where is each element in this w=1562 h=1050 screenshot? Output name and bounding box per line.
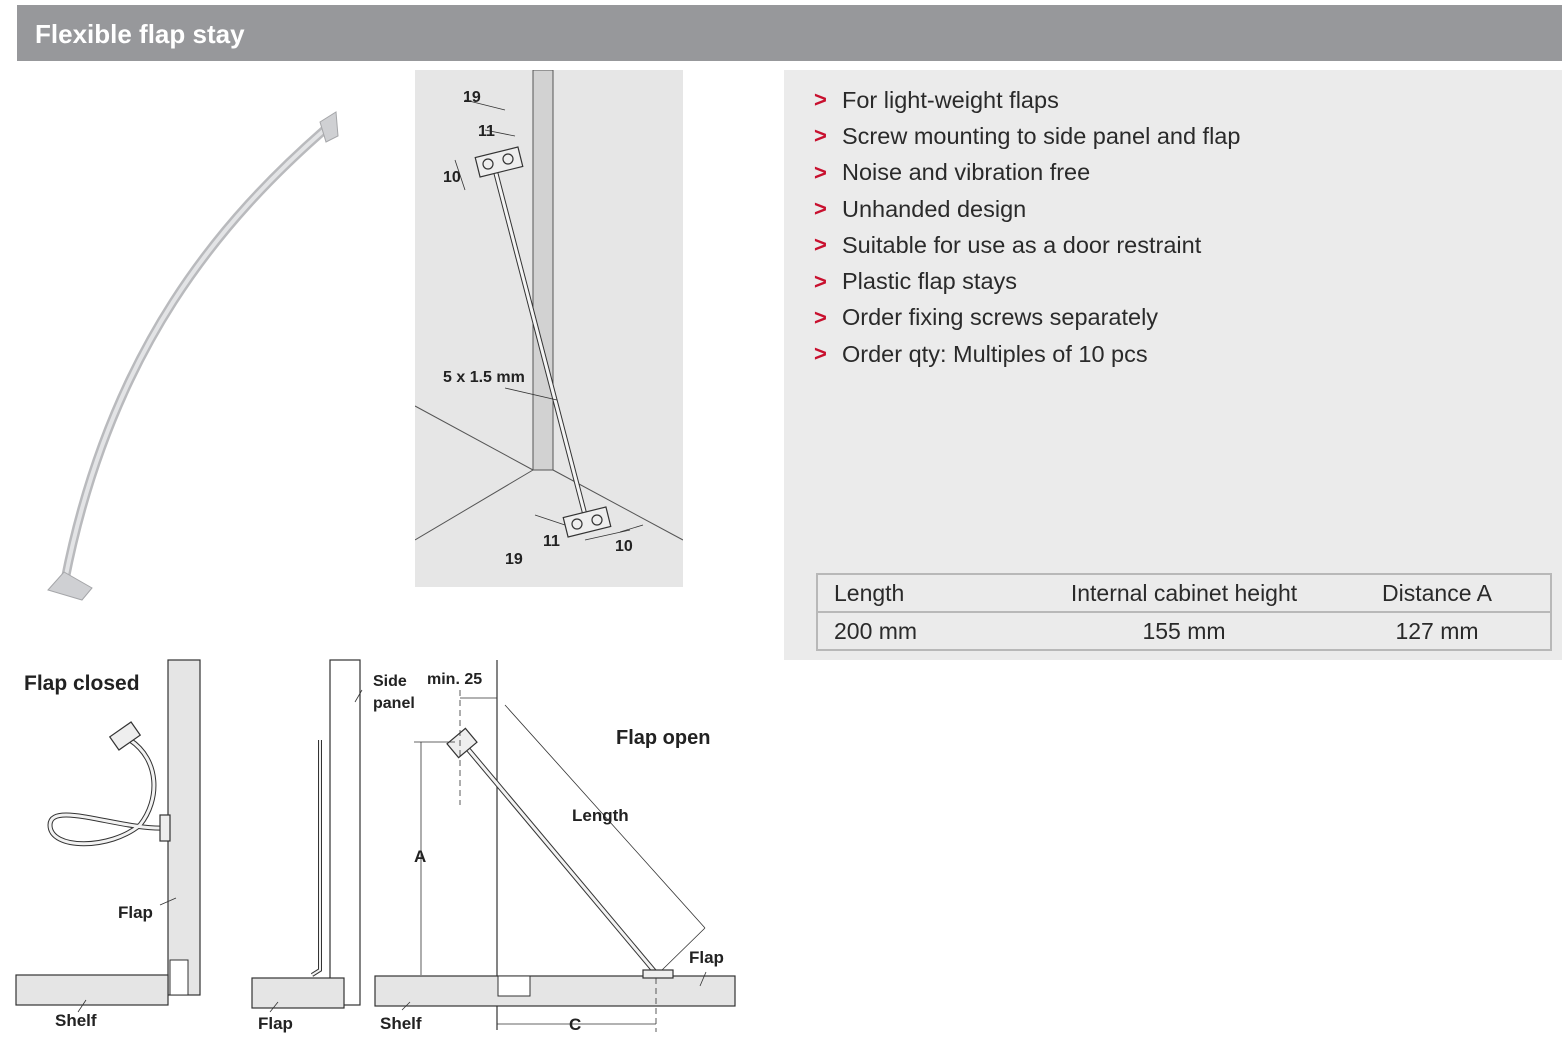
- feature-item: > Order fixing screws separately: [814, 304, 1159, 331]
- label-shelf-right: Shelf: [380, 1014, 422, 1033]
- label-flap-left: Flap: [118, 903, 153, 922]
- chevron-right-icon: >: [814, 159, 827, 185]
- feature-item: > For light-weight flaps: [814, 86, 1059, 113]
- col-header-cabinet-height: Internal cabinet height: [1024, 574, 1344, 612]
- info-panel: [784, 70, 1562, 660]
- dimension-drawing: [415, 70, 683, 587]
- label-flap-mid: Flap: [258, 1014, 293, 1033]
- chevron-right-icon: >: [814, 341, 827, 367]
- chevron-right-icon: >: [814, 196, 827, 222]
- feature-item: > Unhanded design: [814, 195, 1027, 222]
- label-flap-closed: Flap closed: [24, 672, 140, 695]
- dim-bottom-19: 19: [505, 551, 523, 568]
- label-dim-a: A: [414, 847, 427, 866]
- product-image: [30, 100, 390, 720]
- feature-item: > Plastic flap stays: [814, 268, 1018, 295]
- dim-bottom-10: 10: [615, 538, 633, 555]
- cell-cabinet-height: 155 mm: [1142, 617, 1226, 644]
- dim-top-10: 10: [443, 169, 461, 186]
- label-side: Side: [373, 673, 407, 690]
- feature-item: > Order qty: Multiples of 10 pcs: [814, 340, 1148, 367]
- spec-table: [816, 573, 1552, 651]
- label-shelf-left: Shelf: [55, 1011, 97, 1030]
- chevron-right-icon: >: [814, 232, 827, 258]
- chevron-right-icon: >: [814, 304, 827, 330]
- dim-top-11: 11: [478, 123, 495, 140]
- table-header-row: [817, 574, 1551, 612]
- page-title: Flexible flap stay: [35, 19, 245, 49]
- label-panel: panel: [373, 695, 415, 712]
- chevron-right-icon: >: [814, 87, 827, 113]
- dim-bottom-11: 11: [543, 533, 560, 550]
- title-bar: [17, 5, 1562, 61]
- feature-item: > Suitable for use as a door restraint: [814, 231, 1202, 258]
- feature-list: [814, 82, 1240, 372]
- installation-drawing: [0, 650, 740, 1050]
- col-header-length: Length: [817, 574, 1024, 612]
- dim-section: 5 x 1.5 mm: [443, 369, 525, 386]
- chevron-right-icon: >: [814, 123, 827, 149]
- cell-length: 200 mm: [834, 617, 918, 644]
- label-min-25: min. 25: [427, 671, 483, 688]
- table-row: [817, 612, 1551, 650]
- chevron-right-icon: >: [814, 268, 827, 294]
- dim-top-19: 19: [463, 89, 481, 106]
- col-header-distance-a: Distance A: [1344, 574, 1551, 612]
- label-length: Length: [572, 806, 629, 825]
- label-flap-open: Flap open: [616, 727, 711, 749]
- label-flap-right: Flap: [689, 948, 724, 967]
- label-dim-c: C: [569, 1015, 582, 1034]
- cell-distance-a: 127 mm: [1395, 617, 1479, 644]
- feature-item: > Screw mounting to side panel and flap: [814, 122, 1241, 149]
- feature-item: > Noise and vibration free: [814, 159, 1091, 186]
